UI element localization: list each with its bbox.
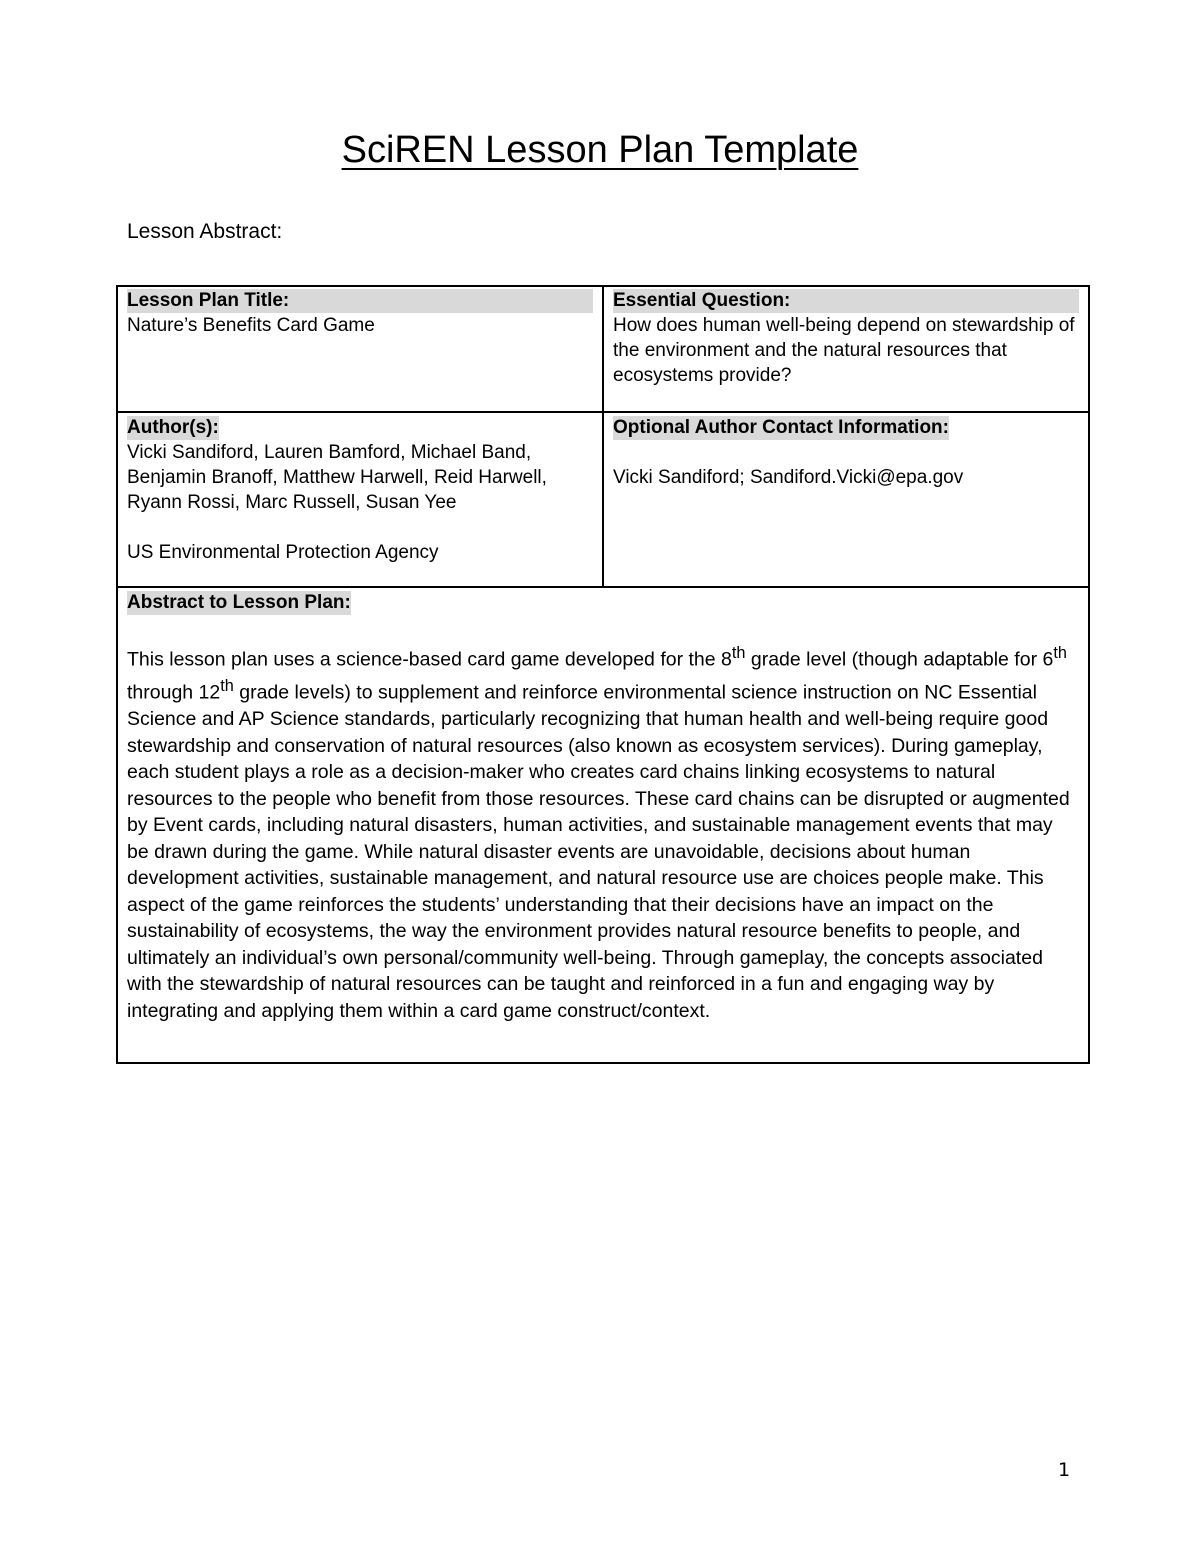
authors-cell [117,412,603,587]
spacer [613,440,1079,465]
abstract-text-part: through 12 [127,681,221,704]
page-number: 1 [1058,1459,1071,1481]
ordinal-suffix: th [731,644,746,662]
lesson-plan-title-heading: Lesson Plan Title: [127,289,593,313]
page-title-text: SciREN Lesson Plan Template [341,129,859,171]
lesson-plan-title-value: Nature’s Benefits Card Game [127,315,375,336]
abstract-text-part: This lesson plan uses a science-based card game developed for the 8 [127,648,732,671]
essential-question-heading: Essential Question: [613,289,1079,313]
ordinal-suffix: th [220,677,234,695]
essential-question-cell [603,286,1089,412]
abstract-paragraph [127,640,1079,1024]
page-title [0,124,1200,176]
abstract-text-part: grade levels) to supplement and reinforce environmental science instruction on NC Essential Science and AP Science standards, particularly recognizing that human health and well-being require good stewardship and conservation of natural resources (also known as ecosystem services). During gameplay, each student plays a role as a decision-maker who creates card chains linking ecosystems to natural resources to the people who benefit from those resources. These card chains can be disrupted or augmented by Event cards, including natural disasters, human activities, and sustainable management events that may be drawn during the game. While natural disaster events are unavoidable, decisions about human development activities, sustainable management, and natural resource use are choices people make. This aspect of the game reinforces the students’ understanding that their decisions have an impact on the sustainability of ecosystems, the way the environment provides natural resource benefits to people, and ultimately an individual’s own personal/community well-being. Through gameplay, the concepts associated with the stewardship of natural resources can be taught and reinforced in a fun and engaging way by integrating and applying them within a card game construct/context. [127,681,1070,1022]
contact-value: Vicki Sandiford; Sandiford.Vicki@epa.gov [613,467,964,488]
abstract-heading: Abstract to Lesson Plan: [127,592,351,613]
lesson-abstract-label: Lesson Abstract: [127,220,283,243]
authors-names: Vicki Sandiford, Lauren Bamford, Michael Band, Benjamin Branoff, Matthew Harwell, Reid Harwell, Ryann Rossi, Marc Russell, Susan Yee [127,442,547,513]
table-row [117,587,1089,1063]
authors-organization: US Environmental Protection Agency [127,542,439,563]
spacer [127,615,1079,640]
abstract-text-part: grade level (though adaptable for 6 [745,648,1054,671]
contact-cell [603,412,1089,587]
table-row [117,286,1089,412]
ordinal-suffix: th [1053,644,1067,662]
table-row [117,412,1089,587]
contact-heading: Optional Author Contact Information: [613,417,949,438]
lesson-plan-title-cell [117,286,603,412]
abstract-cell [117,587,1089,1063]
essential-question-value: How does human well-being depend on stewardship of the environment and the natural resources that ecosystems provide? [613,315,1075,386]
lesson-plan-table [116,285,1090,1064]
authors-heading: Author(s): [127,417,219,438]
spacer [127,515,593,540]
